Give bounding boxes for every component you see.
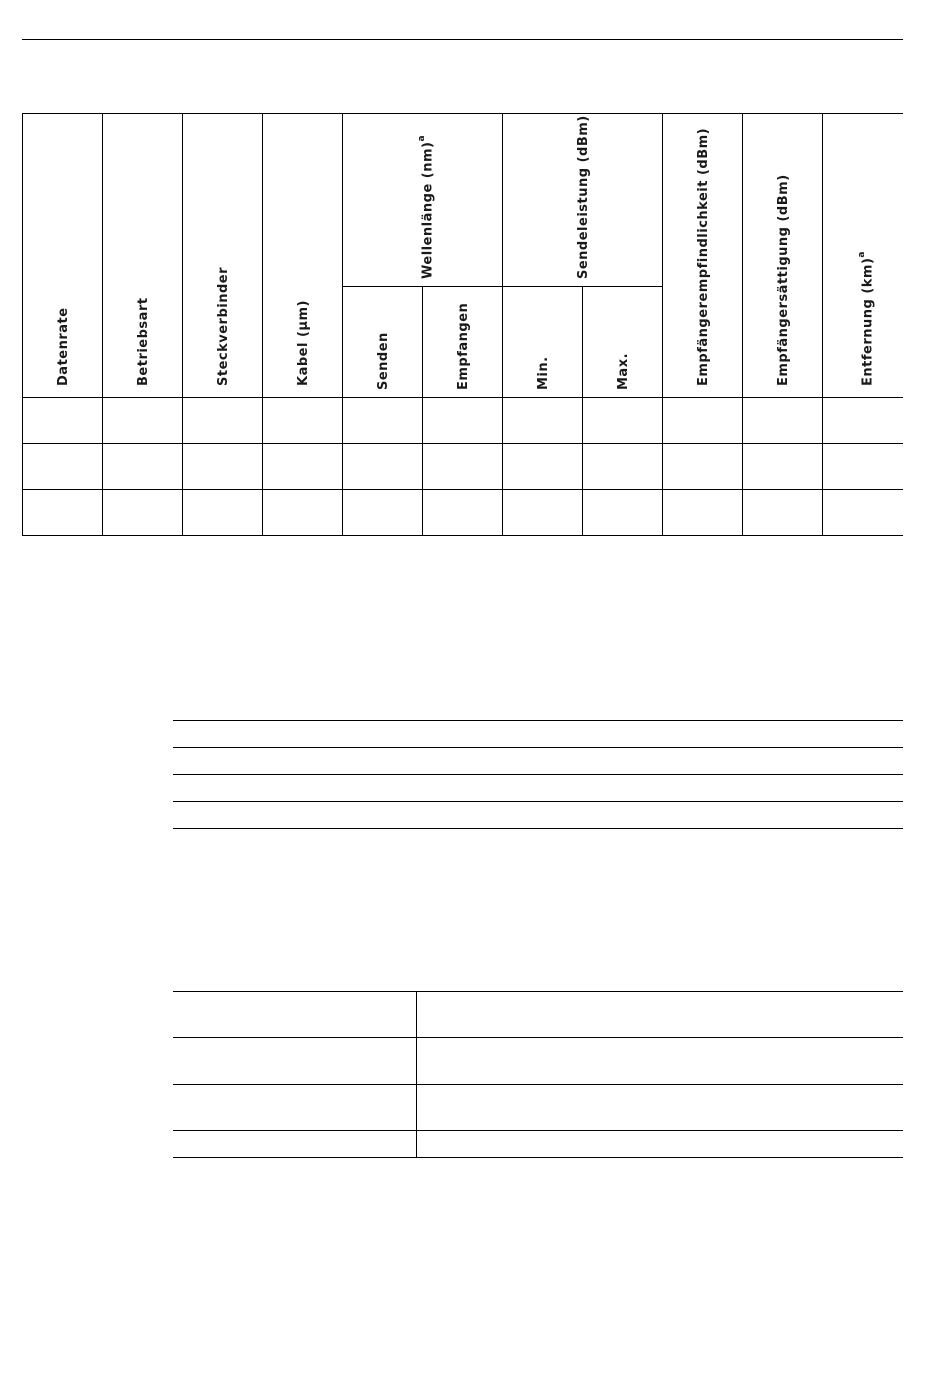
header-max: Max. — [616, 352, 631, 390]
list-row — [173, 720, 903, 747]
header-senden: Senden — [376, 332, 391, 390]
ruled-list — [173, 720, 903, 829]
page-top-rule — [22, 39, 903, 40]
table-cell — [173, 1131, 417, 1157]
table-cell — [173, 992, 417, 1037]
table-cell — [417, 992, 903, 1037]
footnote-marker: a — [417, 134, 427, 142]
header-steckverbinder: Steckverbinder — [216, 267, 231, 386]
table-row — [173, 1085, 903, 1131]
col-border — [742, 113, 743, 536]
table-row — [173, 992, 903, 1038]
header-empfindlichkeit: Empfängerempfindlichkeit (dBm) — [696, 127, 711, 386]
table-cell — [173, 1038, 417, 1084]
header-bottom-border — [22, 397, 903, 398]
col-border — [262, 113, 263, 536]
row-divider — [22, 443, 903, 444]
table-bottom-border — [22, 535, 903, 536]
col-border — [502, 113, 503, 536]
col-border — [582, 286, 583, 536]
footnote-marker: a — [857, 251, 867, 258]
header-betriebsart: Betriebsart — [136, 297, 151, 386]
table-top-border — [22, 113, 903, 114]
col-border — [182, 113, 183, 536]
table-cell — [173, 1085, 417, 1130]
list-row — [173, 774, 903, 801]
header-sendeleistung: Sendeleistung (dBm) — [576, 115, 591, 279]
row-divider — [22, 489, 903, 490]
col-border — [22, 113, 23, 536]
optical-spec-table — [22, 113, 903, 536]
table-row — [173, 1131, 903, 1157]
col-border — [422, 286, 423, 536]
col-border — [662, 113, 663, 536]
col-border — [342, 113, 343, 536]
header-min: Min. — [536, 356, 551, 390]
two-column-table — [173, 991, 903, 1158]
table-cell — [417, 1131, 903, 1157]
list-row — [173, 801, 903, 829]
col-border — [102, 113, 103, 536]
header-wellenlaenge: Wellenlänge (nm)$^a$ — [417, 134, 436, 279]
table-cell — [417, 1038, 903, 1084]
table-cell — [417, 1085, 903, 1130]
col-border — [822, 113, 823, 536]
header-datenrate: Datenrate — [56, 307, 71, 386]
header-empfangen: Empfangen — [456, 302, 471, 390]
header-entfernung: Entfernung (km)$^a$ — [857, 251, 876, 386]
header-saettigung: Empfängersättigung (dBm) — [776, 174, 791, 386]
table-row — [173, 1038, 903, 1085]
list-row — [173, 747, 903, 774]
header-kabel: Kabel (µm) — [296, 300, 311, 386]
